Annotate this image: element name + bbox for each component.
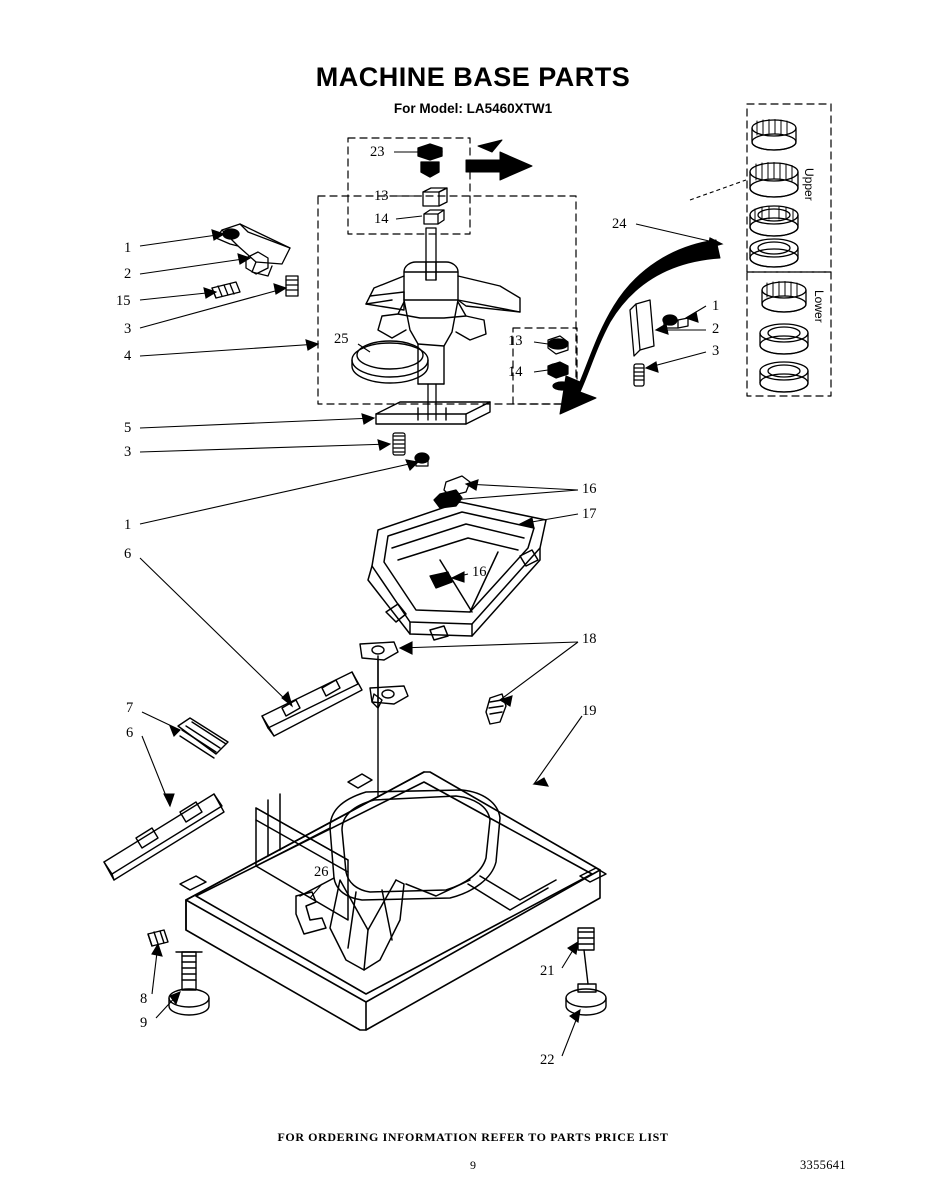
callout-3-top: 3 [124, 321, 132, 337]
page-title: MACHINE BASE PARTS [315, 62, 631, 92]
callout-3-right: 3 [712, 343, 720, 359]
callout-1-top: 1 [124, 240, 132, 256]
callout-21: 21 [540, 963, 555, 979]
label-upper: Upper [802, 168, 816, 201]
callout-8: 8 [140, 991, 148, 1007]
callout-18: 18 [582, 631, 597, 647]
callout-14-top: 14 [374, 211, 389, 227]
callout-1-mid: 1 [124, 517, 132, 533]
callout-13-right: 13 [508, 333, 523, 349]
callout-3-mid: 3 [124, 444, 132, 460]
label-lower: Lower [812, 290, 826, 323]
callout-4: 4 [124, 348, 132, 364]
callout-1-right: 1 [712, 298, 720, 314]
callout-5: 5 [124, 420, 132, 436]
callout-25: 25 [334, 331, 349, 347]
callout-6: 6 [124, 546, 132, 562]
document-number: 3355641 [800, 1158, 846, 1172]
page-number: 9 [470, 1158, 476, 1172]
callout-17: 17 [582, 506, 597, 522]
callout-7: 7 [126, 700, 134, 716]
callout-24: 24 [612, 216, 627, 232]
callout-19: 19 [582, 703, 597, 719]
model-subtitle: For Model: LA5460XTW1 [393, 101, 553, 116]
callout-13-top: 13 [374, 188, 389, 204]
callout-16: 16 [582, 481, 597, 497]
ordering-information-note: FOR ORDERING INFORMATION REFER TO PARTS PRICE LIST [277, 1130, 669, 1144]
callout-2-right: 2 [712, 321, 720, 337]
callout-16-lower: 16 [472, 564, 487, 580]
callout-6-lower: 6 [126, 725, 134, 741]
callout-14-right: 14 [508, 364, 523, 380]
callout-2-top: 2 [124, 266, 132, 282]
callout-22: 22 [540, 1052, 555, 1068]
callout-9: 9 [140, 1015, 148, 1031]
callout-15: 15 [116, 293, 131, 309]
callout-26: 26 [314, 864, 329, 880]
callout-23: 23 [370, 144, 385, 160]
